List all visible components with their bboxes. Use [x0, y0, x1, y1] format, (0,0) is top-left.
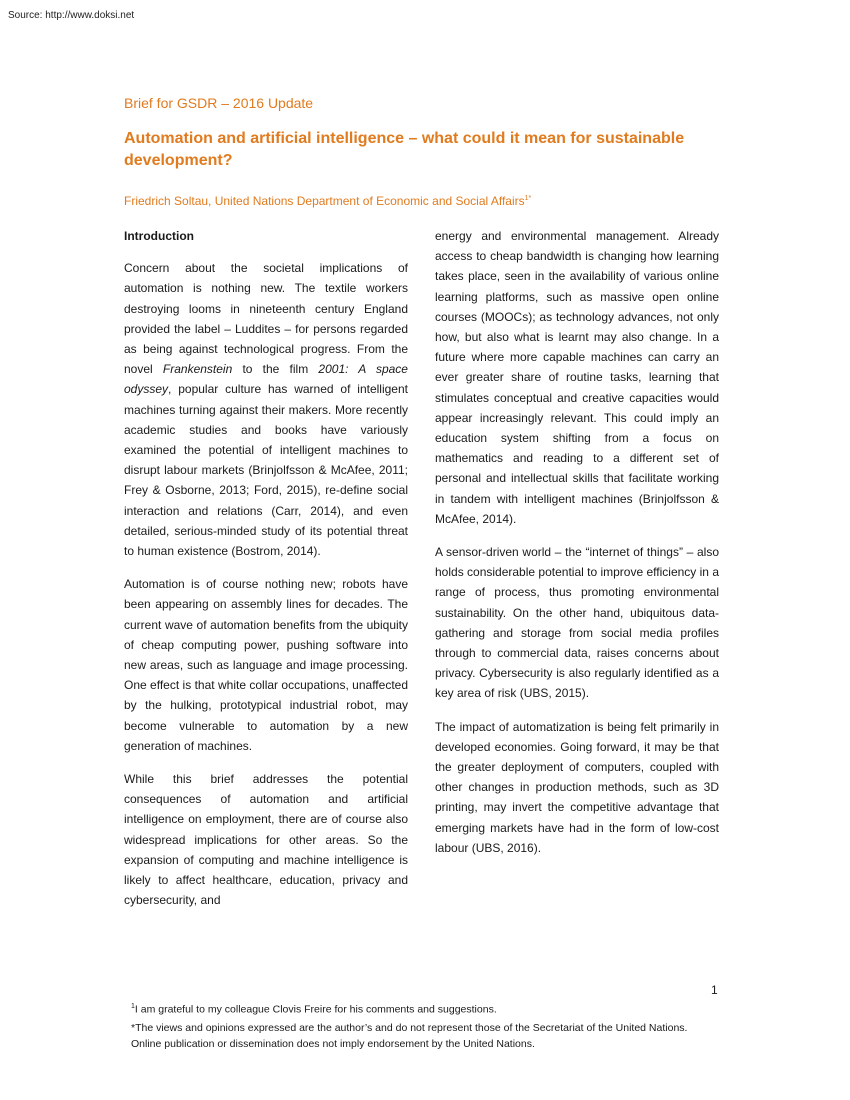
page-number: 1 [711, 983, 718, 997]
paragraph: The impact of automatization is being felt primarily in developed economies. Going forward, it may be that the greater deployment of computers, coupled with other changes in production methods, such as 3D printing, may invert the competitive advantage that emerging markets have had in the form of low-cost labour (UBS, 2016). [435, 719, 719, 855]
section-heading-introduction: Introduction [124, 229, 194, 243]
footnote-marker: 1* [524, 195, 532, 202]
italic-title-2001: 2001: A space odyssey [124, 362, 408, 397]
footnote-1: $^1$I am grateful to my colleague Clovis Freire for his comments and suggestions. [131, 1003, 497, 1016]
author-name: Friedrich Soltau, United Nations Department of Economic and Social Affairs [124, 194, 525, 208]
right-column [435, 226, 719, 871]
left-column [124, 226, 408, 924]
paragraph: Concern about the societal implications of automation is nothing new. The textile workers destroying looms in nineteenth century England provided the label – Luddites – for persons regarded as being against technological progress. From the novel Frankenstein to the film 2001: A space odyssey, popular culture has warned of intelligent machines turning against their makers. More recently academic studies and books have variously examined the potential of intelligent machines to disrupt labour markets (Brinjolfsson & McAfee, 2011; Frey & Osborne, 2013; Ford, 2015), re-define social interaction and relations (Carr, 2014), and even detailed, serious-minded study of its potential threat to human existence (Bostrom, 2014). [124, 261, 408, 559]
paragraph: A sensor-driven world – the “internet of things” – also holds considerable potential to improve efficiency in a range of process, thus promoting environmental sustainability. On the other hand, ubiquitous data-gathering and storage from social media profiles through to commercial data, raises concerns about privacy. Cybersecurity is also regularly identified as a key area of risk (UBS, 2015). [435, 545, 719, 701]
paragraph: While this brief addresses the potential consequences of automation and artificial intelligence on employment, there are of course also widespread implications for other areas. So the expansion of computing and machine intelligence is likely to affect healthcare, education, privacy and cybersecurity, and [124, 772, 408, 908]
page-title: Automation and artificial intelligence – what could it mean for sustainable development? [124, 130, 685, 169]
italic-title-frankenstein: Frankenstein [162, 362, 233, 377]
brief-label: Brief for GSDR – 2016 Update [124, 95, 314, 111]
paragraph: Automation is of course nothing new; robots have been appearing on assembly lines for decades. The current wave of automation benefits from the ubiquity of cheap computing power, pushing software into new areas, such as language and image processing. One effect is that white collar occupations, unaffected by the hulking, prototypical industrial robot, may become vulnerable to automation by a new generation of machines. [124, 577, 408, 753]
source-url: Source: http://www.doksi.net [8, 10, 135, 21]
footnote-2: *The views and opinions expressed are the author’s and do not represent those of the Secretariat of the United Nations. Online publication or dissemination does not imply endorsement by the United Nations. [131, 1022, 688, 1050]
author-line [124, 194, 531, 208]
paragraph: energy and environmental management. Already access to cheap bandwidth is changing how learning takes place, seen in the availability of various online learning platforms, such as massive open online courses (MOOCs); as technology advances, not only how, but also what is learnt may also change. In a future where more capable machines can carry an ever greater share of routine tasks, learning that stimulates conceptual and creative capacities would appear increasingly relevant. This could imply an education system shifting from a focus on mathematics and reading to a different set of personal and intellectual skills that facilitate working in tandem with intelligent machines (Brinjolfsson & McAfee, 2014). [435, 229, 719, 526]
footnote-mark: 1 [131, 1003, 135, 1010]
